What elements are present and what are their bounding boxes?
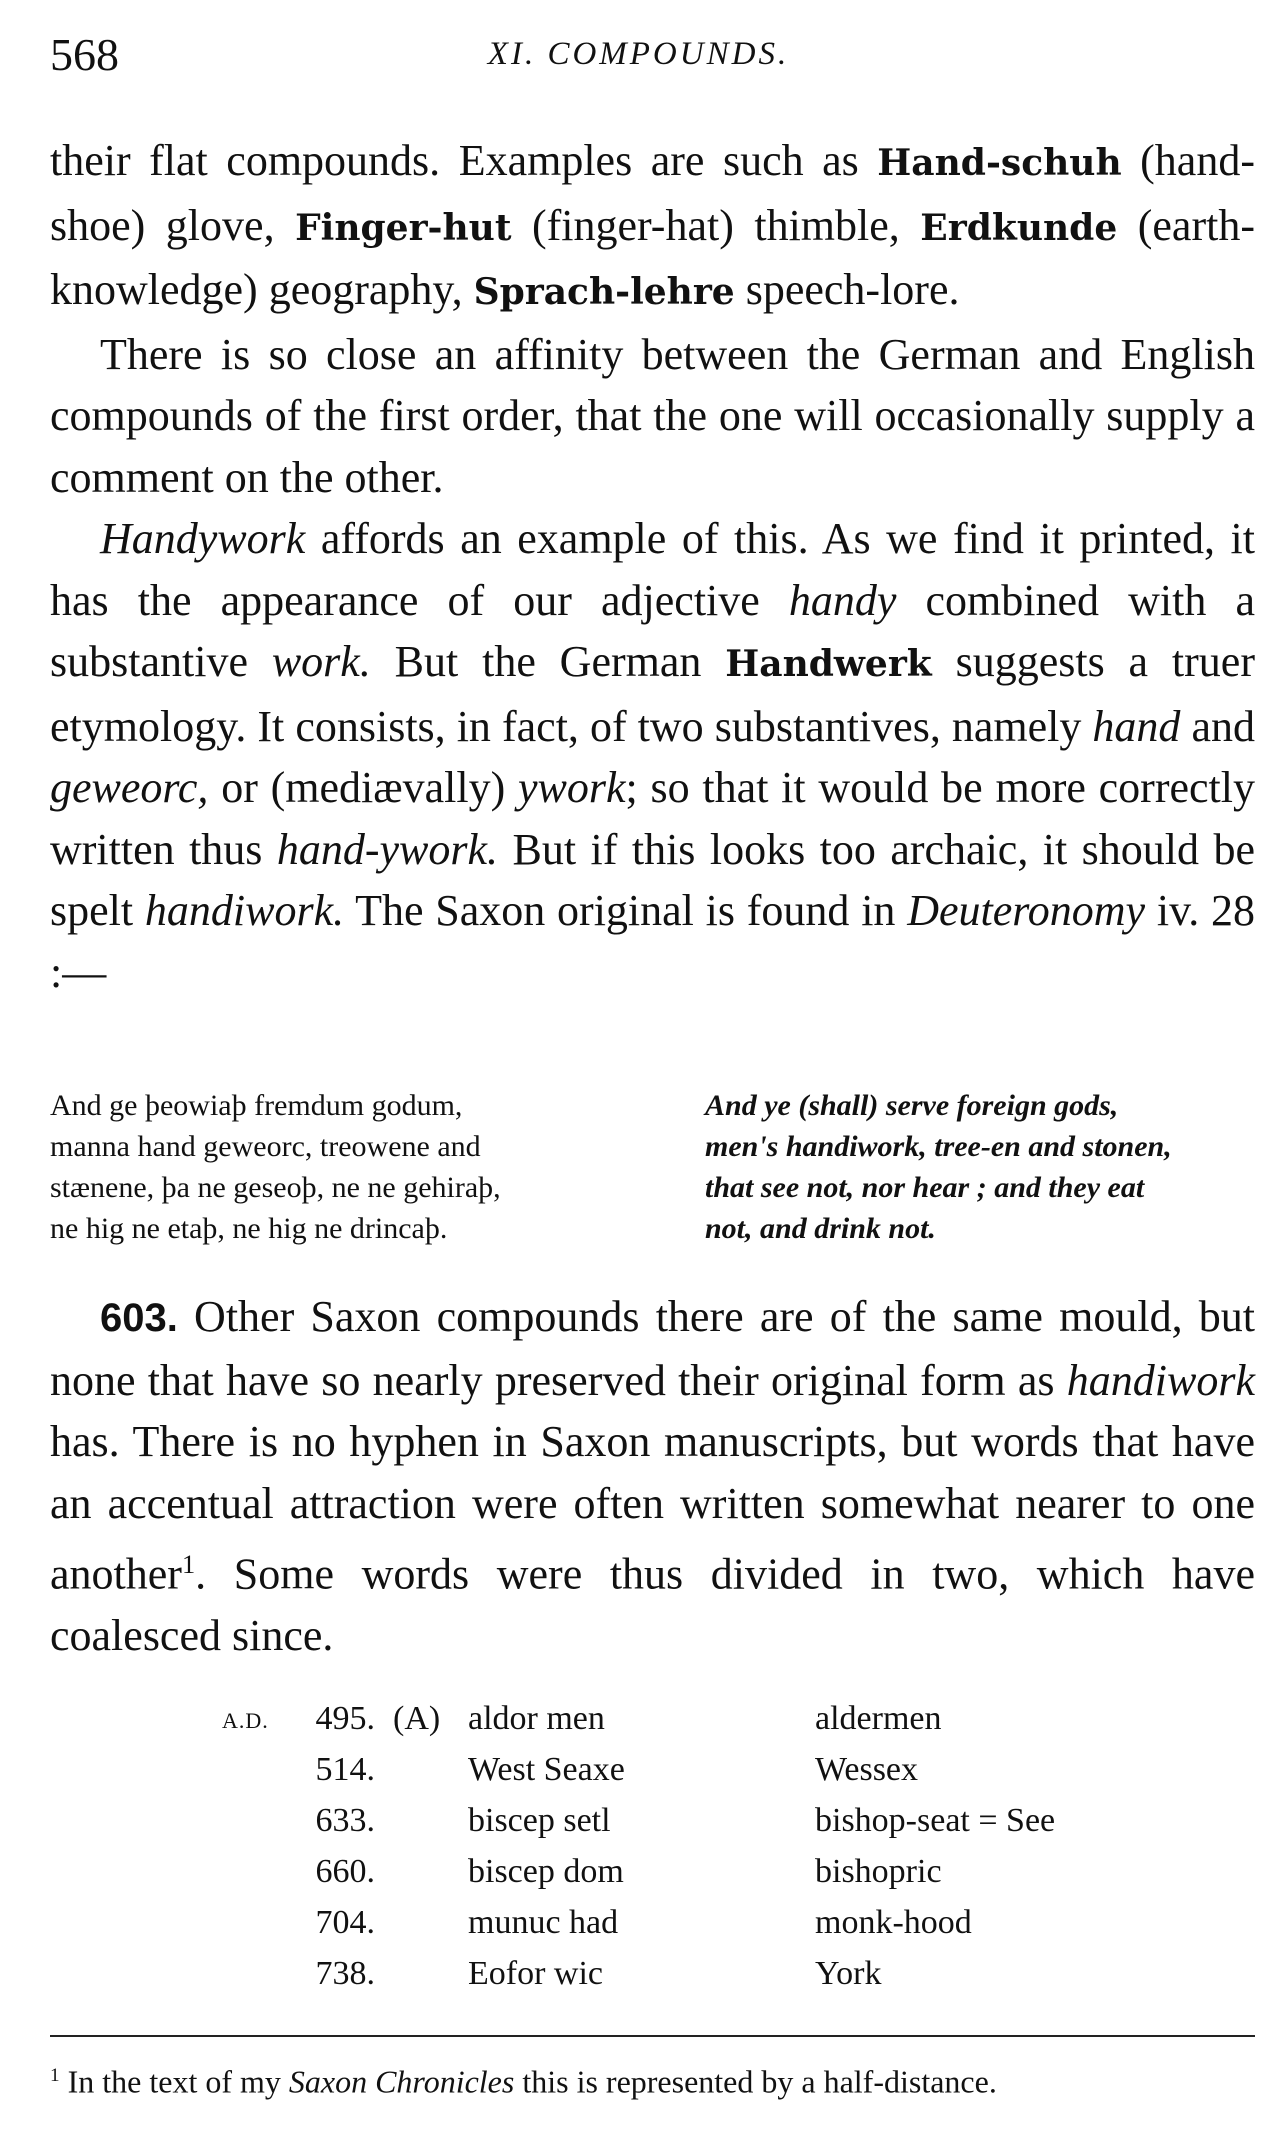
italic-term: hand	[1092, 701, 1181, 751]
italic-term: Deuteronomy	[907, 886, 1146, 935]
text-run: affords an example of this. As we find it printed, it has the appearance of our adjective	[50, 514, 1255, 625]
german-word: Handwerk	[725, 643, 932, 685]
saxon-cell: biscep dom	[468, 1853, 624, 1890]
table-row	[0, 1853, 1277, 1904]
text-run: this is represented by a half-distance.	[514, 2063, 997, 2100]
table-row	[0, 1904, 1277, 1955]
saxon-cell: munuc had	[468, 1904, 619, 1941]
section-603	[50, 1286, 1255, 1667]
table-row	[0, 1955, 1277, 2006]
text-run: Other Saxon compounds there are of the same mould, but none that have so nearly preserved their original form as	[50, 1292, 1255, 1405]
italic-term: ywork	[518, 763, 626, 812]
quote-line: And ye (shall) serve foreign gods,	[705, 1089, 1119, 1122]
italic-term: hand-ywork.	[276, 824, 499, 874]
ad-label: A.D.	[222, 1708, 269, 1733]
quote-line: not, and drink not.	[705, 1212, 936, 1245]
text-run: (finger-hat) thimble,	[511, 200, 921, 250]
quote-line: manna hand geweorc, treowene and	[50, 1130, 481, 1163]
german-word: Sprach-lehre	[473, 271, 735, 313]
italic-term: geweorc,	[50, 763, 209, 812]
italic-term: Saxon Chronicles	[288, 2063, 515, 2100]
footnote-divider	[50, 2035, 1255, 2037]
section-paragraph	[50, 1286, 1255, 1667]
text-run: and	[1180, 701, 1255, 751]
text-run: or (mediævally)	[208, 763, 519, 812]
text-run: iv. 28 :—	[50, 886, 1255, 997]
modern-cell: Wessex	[815, 1751, 919, 1788]
quote-line: stænene, þa ne geseoþ, ne ne gehiraþ,	[50, 1171, 501, 1204]
text-run: combined with a substantive	[50, 575, 1255, 686]
page-header	[50, 28, 1227, 88]
text-run: But if this looks too archaic, it should be spelt	[50, 824, 1255, 935]
italic-term: handiwork.	[144, 886, 345, 935]
year-cell: 738.	[315, 1955, 375, 1992]
text-run: their flat compounds. Examples are such as	[50, 136, 878, 185]
text-run: But the German	[370, 637, 726, 686]
quote-line: that see not, nor hear ; and they eat	[705, 1171, 1145, 1204]
year-cell: 495.	[315, 1700, 375, 1737]
text-run: (earth-knowledge) geography,	[50, 200, 1255, 314]
manuscript-mark: (A)	[393, 1700, 441, 1737]
table-row	[0, 1700, 1277, 1751]
italic-term: handy	[788, 575, 897, 625]
modern-cell: bishop-seat = See	[815, 1802, 1056, 1839]
section-number: 603.	[100, 1296, 178, 1340]
italic-term: work.	[271, 637, 371, 686]
footnote-ref: 1	[181, 1549, 196, 1579]
text-run: . Some words were thus divided in two, which have coalesced since.	[50, 1549, 1255, 1661]
table-row	[0, 1751, 1277, 1802]
quote-line: And ge þeowiaþ fremdum godum,	[50, 1089, 463, 1122]
text-run: In the text of my	[59, 2063, 289, 2100]
german-word: Erdkunde	[920, 206, 1118, 249]
text-run: (hand-shoe) glove,	[50, 136, 1255, 250]
saxon-quote-column	[50, 1085, 670, 1249]
year-cell: 633.	[315, 1802, 375, 1839]
modern-cell: York	[815, 1955, 882, 1992]
page-number: 568	[50, 29, 119, 80]
text-run: suggests a truer etymology. It consists, in fact, of two substantives, namely	[50, 637, 1255, 751]
footnote	[50, 2056, 1255, 2102]
german-word: Hand-schuh	[877, 142, 1122, 184]
italic-term: handiwork	[1066, 1355, 1255, 1405]
saxon-cell: biscep setl	[468, 1802, 611, 1839]
text-run: ; so that it would be more correctly written thus	[50, 763, 1255, 874]
body-text	[50, 130, 1255, 1003]
footnote-marker: 1	[50, 2065, 60, 2086]
paragraph-2: There is so close an affinity between the German and English compounds of the first order, that the one will occasionally supply a comment on the other.	[50, 329, 1255, 502]
english-quote-column	[705, 1085, 1255, 1249]
running-title: XI. COMPOUNDS.	[487, 36, 790, 72]
table-row	[0, 1802, 1277, 1853]
saxon-cell: aldor men	[468, 1700, 605, 1737]
italic-term: Handywork	[100, 514, 306, 563]
modern-cell: bishopric	[815, 1853, 942, 1890]
paragraph-1	[50, 130, 1255, 324]
modern-cell: monk-hood	[815, 1904, 972, 1941]
text-run: The Saxon original is found in	[344, 886, 908, 935]
german-word: Finger-hut	[295, 206, 512, 249]
paragraph-3	[50, 508, 1255, 1003]
quote-line: ne hig ne etaþ, ne hig ne drincaþ.	[50, 1212, 448, 1245]
text-run: speech-lore.	[734, 265, 960, 314]
saxon-cell: West Seaxe	[468, 1751, 625, 1788]
modern-cell: aldermen	[815, 1700, 942, 1737]
year-cell: 704.	[315, 1904, 375, 1941]
quote-line: men's handiwork, tree-en and stonen,	[705, 1130, 1172, 1163]
saxon-cell: Eofor wic	[468, 1955, 604, 1992]
year-cell: 514.	[315, 1751, 375, 1788]
text-run: has. There is no hyphen in Saxon manuscripts, but words that have an accentual attraction were often written somewhat nearer to one another	[50, 1417, 1255, 1599]
year-cell: 660.	[315, 1853, 375, 1890]
